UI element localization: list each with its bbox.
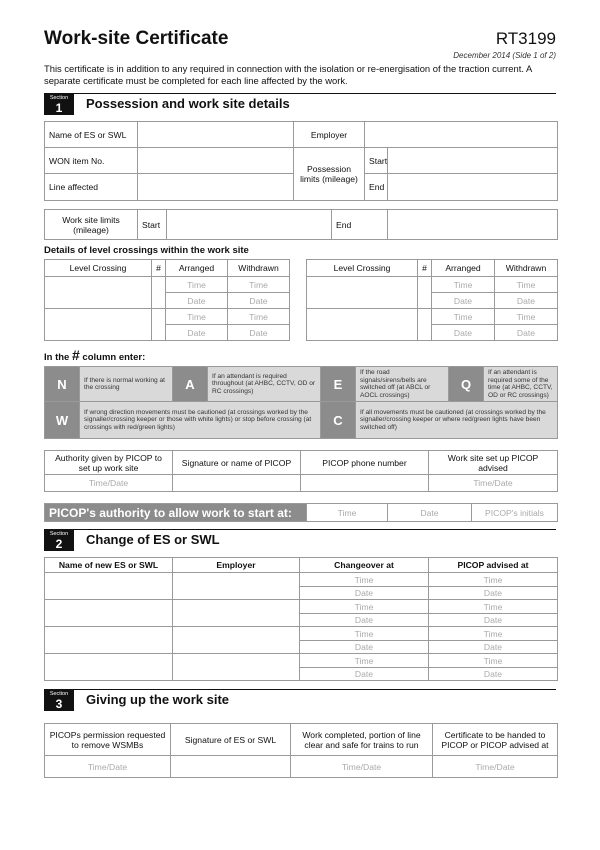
picop-start-time[interactable]: Time	[307, 504, 388, 522]
section-1-badge	[44, 94, 74, 115]
picop-advised-date[interactable]: Date	[429, 641, 558, 654]
auth-given-field[interactable]: Time/Date	[45, 475, 173, 492]
giveup-col-signature: Signature of ES or SWL	[171, 724, 291, 756]
change-employer-field[interactable]	[173, 600, 300, 627]
worksite-start-label: Start	[138, 210, 167, 240]
giveup-col-completed: Work completed, portion of line clear and safe for trains to run	[291, 724, 433, 756]
name-label: Name of ES or SWL	[45, 122, 138, 148]
section-rule	[44, 93, 556, 94]
code-q-text: If an attendant is required some of the time (at AHBC, CCTV, OD or RC crossings)	[484, 367, 558, 402]
lc-arranged-date[interactable]: Date	[432, 293, 495, 309]
lc-arranged-time[interactable]: Time	[166, 309, 228, 325]
lc-crossing-field[interactable]	[307, 309, 418, 341]
code-w-text: If wrong direction movements must be cautioned (at crossings worked by the signaller/crossing keeper or those with white lights) or stop before crossing (at crossings with red/green lights)	[80, 402, 321, 439]
section-rule	[44, 529, 556, 530]
column-codes-table	[44, 366, 558, 439]
lc-withdrawn-time[interactable]: Time	[495, 277, 558, 293]
auth-col-given: Authority given by PICOP to set up work site	[45, 451, 173, 475]
change-name-field[interactable]	[45, 654, 173, 681]
form-code: RT3199	[495, 29, 556, 48]
lc-arranged-date[interactable]: Date	[166, 325, 228, 341]
won-field[interactable]	[138, 148, 294, 174]
code-c-text: If all movements must be cautioned (at crossings worked by the signaller/crossing keeper or where red/green lights have been switched off)	[356, 402, 558, 439]
line-affected-field[interactable]	[138, 174, 294, 201]
section-1-heading: Possession and work site details	[86, 96, 290, 111]
changeover-time[interactable]: Time	[300, 627, 429, 641]
lc-col-withdrawn: Withdrawn	[495, 260, 558, 277]
change-es-table	[44, 557, 558, 681]
change-name-field[interactable]	[45, 627, 173, 654]
section-word: Section	[49, 95, 69, 101]
change-employer-field[interactable]	[173, 627, 300, 654]
code-a-letter: A	[173, 367, 208, 402]
column-enter-heading	[44, 347, 145, 363]
changeover-date[interactable]: Date	[300, 587, 429, 600]
picop-initials[interactable]: PICOP's initials	[472, 504, 558, 522]
lc-col-hash: #	[418, 260, 432, 277]
picop-authority-label: PICOP's authority to allow work to start at:	[45, 504, 307, 522]
lc-code-field[interactable]	[152, 277, 166, 309]
possession-start-label: Start	[365, 148, 388, 174]
auth-col-setup: Work site set up PICOP advised	[429, 451, 558, 475]
level-crossing-table-left	[44, 259, 290, 341]
code-e-text: If the road signals/sirens/bells are switched off (at ABCL or AOCL crossings)	[356, 367, 449, 402]
picop-advised-time[interactable]: Time	[429, 600, 558, 614]
employer-field[interactable]	[365, 122, 558, 148]
section-word: Section	[49, 691, 69, 697]
picop-advised-date[interactable]: Date	[429, 614, 558, 627]
possession-details-table	[44, 121, 558, 201]
change-name-field[interactable]	[45, 600, 173, 627]
lc-crossing-field[interactable]	[45, 309, 152, 341]
code-q-letter: Q	[449, 367, 484, 402]
section-rule	[44, 689, 556, 690]
worksite-end-field[interactable]	[388, 210, 558, 240]
code-a-text: If an attendant is required throughout (at AHBC, CCTV, OD or RC crossings)	[208, 367, 321, 402]
changeover-time[interactable]: Time	[300, 654, 429, 668]
code-w-letter: W	[45, 402, 80, 439]
lc-withdrawn-time[interactable]: Time	[495, 309, 558, 325]
lc-crossing-field[interactable]	[45, 277, 152, 309]
code-c-letter: C	[321, 402, 356, 439]
changeover-date[interactable]: Date	[300, 668, 429, 681]
lc-col-arranged: Arranged	[432, 260, 495, 277]
giveup-permission-field[interactable]: Time/Date	[45, 756, 171, 778]
lc-col-hash: #	[152, 260, 166, 277]
certificate-title: Work-site Certificate	[44, 28, 229, 49]
picop-advised-date[interactable]: Date	[429, 587, 558, 600]
change-employer-field[interactable]	[173, 654, 300, 681]
changeover-time[interactable]: Time	[300, 573, 429, 587]
worksite-start-field[interactable]	[167, 210, 332, 240]
lc-withdrawn-time[interactable]: Time	[228, 309, 290, 325]
code-e-letter: E	[321, 367, 356, 402]
lc-withdrawn-date[interactable]: Date	[495, 293, 558, 309]
lc-crossing-field[interactable]	[307, 277, 418, 309]
picop-advised-time[interactable]: Time	[429, 627, 558, 641]
worksite-limits-table	[44, 209, 558, 240]
changeover-date[interactable]: Date	[300, 641, 429, 654]
auth-signature-field[interactable]	[173, 475, 301, 492]
section-number: 2	[55, 537, 63, 551]
level-crossings-heading: Details of level crossings within the work site	[44, 245, 249, 256]
lc-code-field[interactable]	[418, 309, 432, 341]
change-col-picop: PICOP advised at	[429, 558, 558, 573]
section-number: 1	[55, 101, 63, 115]
changeover-time[interactable]: Time	[300, 600, 429, 614]
lc-code-field[interactable]	[418, 277, 432, 309]
giveup-col-permission: PICOPs permission requested to remove WSMBs	[45, 724, 171, 756]
lc-arranged-date[interactable]: Date	[432, 325, 495, 341]
lc-arranged-time[interactable]: Time	[166, 277, 228, 293]
picop-authority-table	[44, 450, 558, 492]
section-3-heading: Giving up the work site	[86, 692, 230, 707]
won-label: WON item No.	[45, 148, 138, 174]
changeover-date[interactable]: Date	[300, 614, 429, 627]
lc-withdrawn-date[interactable]: Date	[228, 293, 290, 309]
section-number: 3	[55, 697, 63, 711]
employer-label: Employer	[294, 122, 365, 148]
auth-col-signature: Signature or name of PICOP	[173, 451, 301, 475]
section-word: Section	[49, 531, 69, 537]
giveup-signature-field[interactable]	[171, 756, 291, 778]
name-field[interactable]	[138, 122, 294, 148]
change-col-changeover: Changeover at	[300, 558, 429, 573]
change-name-field[interactable]	[45, 573, 173, 600]
intro-text: This certificate is in addition to any required in connection with the isolation or re-energisation of the traction current. A separate certificate must be completed for each line affected by the work.	[44, 63, 532, 86]
lc-code-field[interactable]	[152, 309, 166, 341]
lc-withdrawn-time[interactable]: Time	[228, 277, 290, 293]
edition-note: December 2014 (Side 1 of 2)	[453, 51, 556, 60]
possession-end-field[interactable]	[388, 174, 558, 201]
picop-start-date[interactable]: Date	[388, 504, 472, 522]
code-n-letter: N	[45, 367, 80, 402]
section-2-heading: Change of ES or SWL	[86, 532, 220, 547]
worksite-end-label: End	[332, 210, 388, 240]
lc-col-arranged: Arranged	[166, 260, 228, 277]
lc-withdrawn-date[interactable]: Date	[495, 325, 558, 341]
picop-advised-time[interactable]: Time	[429, 573, 558, 587]
giveup-col-handed: Certificate to be handed to PICOP or PICOP advised at	[433, 724, 558, 756]
lc-col-withdrawn: Withdrawn	[228, 260, 290, 277]
section-2-badge	[44, 530, 74, 551]
auth-setup-field[interactable]: Time/Date	[429, 475, 558, 492]
change-col-employer: Employer	[173, 558, 300, 573]
giveup-completed-field[interactable]: Time/Date	[291, 756, 433, 778]
lc-arranged-time[interactable]: Time	[432, 309, 495, 325]
picop-advised-date[interactable]: Date	[429, 668, 558, 681]
code-n-text: If there is normal working at the crossing	[80, 367, 173, 402]
lc-col-crossing: Level Crossing	[307, 260, 418, 277]
lc-arranged-time[interactable]: Time	[432, 277, 495, 293]
giveup-handed-field[interactable]: Time/Date	[433, 756, 558, 778]
lc-col-crossing: Level Crossing	[45, 260, 152, 277]
line-affected-label: Line affected	[45, 174, 138, 201]
change-employer-field[interactable]	[173, 573, 300, 600]
giving-up-table	[44, 723, 558, 778]
level-crossing-table-right	[306, 259, 558, 341]
possession-end-label: End	[365, 174, 388, 201]
change-col-name: Name of new ES or SWL	[45, 558, 173, 573]
possession-start-field[interactable]	[388, 148, 558, 174]
possession-limits-label: Possession limits (mileage)	[294, 148, 365, 201]
lc-withdrawn-date[interactable]: Date	[228, 325, 290, 341]
lc-arranged-date[interactable]: Date	[166, 293, 228, 309]
section-3-badge	[44, 690, 74, 711]
worksite-limits-label: Work site limits (mileage)	[45, 210, 138, 240]
column-enter-prefix: In the	[44, 352, 70, 363]
picop-start-table	[44, 503, 558, 522]
column-enter-hash: #	[71, 347, 80, 363]
column-enter-suffix: column enter:	[82, 352, 146, 363]
auth-phone-field[interactable]	[301, 475, 429, 492]
auth-col-phone: PICOP phone number	[301, 451, 429, 475]
picop-advised-time[interactable]: Time	[429, 654, 558, 668]
